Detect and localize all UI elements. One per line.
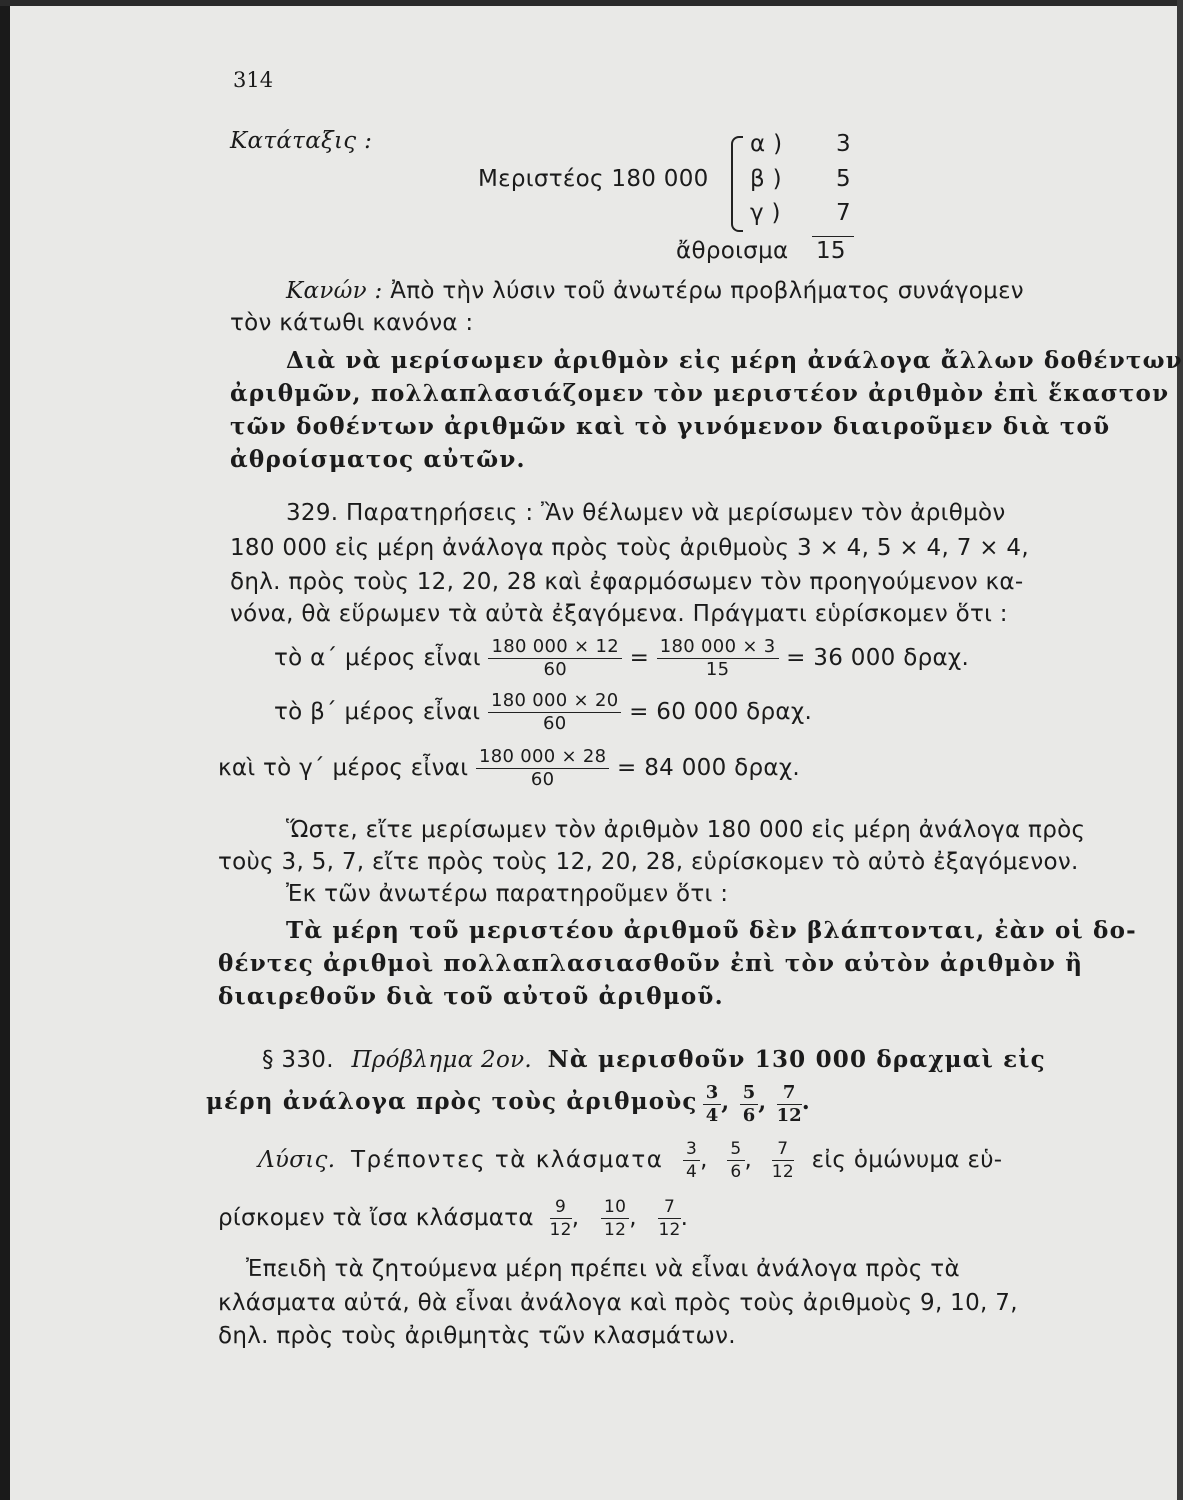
eq-b-result: = 60 000 δραχ. bbox=[629, 699, 813, 725]
s330-frac-3-num: 7 bbox=[777, 1082, 802, 1105]
eq-a-num-2: 180 000 × 3 bbox=[657, 636, 779, 659]
equation-b bbox=[274, 690, 812, 735]
solution-text-3: ρίσκομεν τὰ ἴσα κλάσματα bbox=[218, 1205, 534, 1231]
eq-c-label: καὶ τὸ γ΄ μέρος εἶναι bbox=[218, 755, 469, 781]
page-number: 314 bbox=[233, 68, 274, 92]
eq-frac-3-den: 12 bbox=[658, 1220, 681, 1240]
eq-frac-3-num: 7 bbox=[658, 1196, 680, 1219]
rule-bold-line-4: ἀθροίσματος αὐτῶν. bbox=[230, 446, 526, 473]
s330-frac-2-den: 6 bbox=[742, 1105, 756, 1126]
solution-text-1: Τρέποντες τὰ κλάσματα bbox=[350, 1147, 664, 1173]
eq-a-fraction-1 bbox=[488, 636, 621, 681]
sum-rule-line bbox=[812, 236, 854, 237]
rule-bold-line-2: ἀριθμῶν, πολλαπλασιάζομεν τὸν μεριστέον ἀριθμὸν ἐπὶ ἕκαστον bbox=[230, 380, 1170, 407]
rule-bold-line-3: τῶν δοθέντων ἀριθμῶν καὶ τὸ γινόμενον διαιροῦμεν διὰ τοῦ bbox=[230, 413, 1111, 440]
dividend-label: Μεριστέος 180 000 bbox=[478, 166, 709, 192]
final-line-3: δηλ. πρὸς τοὺς ἀριθμητὰς τῶν κλασμάτων. bbox=[218, 1323, 736, 1349]
eq-a-num-1: 180 000 × 12 bbox=[488, 636, 621, 659]
equal-fraction-3 bbox=[658, 1196, 680, 1241]
solution-fraction-2 bbox=[727, 1138, 744, 1183]
s330-number: § 330. bbox=[262, 1047, 334, 1073]
final-line-2: κλάσματα αὐτά, θὰ εἶναι ἀνάλογα καὶ πρὸς τοὺς ἀριθμοὺς 9, 10, 7, bbox=[218, 1290, 1018, 1316]
part-bracket bbox=[731, 136, 743, 232]
s329-bold-line-1: Τὰ μέρη τοῦ μεριστέου ἀριθμοῦ δὲν βλάπτονται, ἐὰν οἱ δο- bbox=[286, 917, 1137, 944]
classification-label: Κατάταξις : bbox=[230, 128, 373, 154]
s330-frac-2-num: 5 bbox=[740, 1082, 759, 1105]
solution-fraction-1 bbox=[683, 1138, 700, 1183]
rule-intro-line-2: τὸν κάτωθι κανόνα : bbox=[230, 310, 474, 336]
solution-fraction-3 bbox=[772, 1138, 794, 1183]
eq-frac-2-den: 12 bbox=[603, 1220, 627, 1240]
s330-fraction-1 bbox=[703, 1082, 722, 1127]
eq-a-den-1: 60 bbox=[543, 659, 567, 680]
s330-frac-1-den: 4 bbox=[705, 1105, 719, 1126]
eq-a-label: τὸ α΄ μέρος εἶναι bbox=[274, 645, 481, 671]
part-letter-a: α ) bbox=[750, 131, 783, 157]
scan-edge-right bbox=[1177, 0, 1183, 1500]
s329-line-2: 180 000 εἰς μέρη ἀνάλογα πρὸς τοὺς ἀριθμοὺς 3 × 4, 5 × 4, 7 × 4, bbox=[230, 535, 1029, 561]
sum-value: 15 bbox=[816, 238, 846, 264]
eq-b-num: 180 000 × 20 bbox=[488, 690, 621, 713]
eq-c-fraction bbox=[476, 746, 609, 791]
rule-bold-line-1: Διὰ νὰ μερίσωμεν ἀριθμὸν εἰς μέρη ἀνάλογα ἄλλων δοθέντων bbox=[286, 347, 1183, 374]
equation-a bbox=[274, 636, 969, 681]
equal-fraction-2 bbox=[601, 1196, 629, 1241]
sol-frac-1-num: 3 bbox=[683, 1138, 700, 1161]
eq-c-result: = 84 000 δραχ. bbox=[617, 755, 801, 781]
eq-b-fraction bbox=[488, 690, 621, 735]
solution-text-2: εἰς ὁμώνυμα εὑ- bbox=[811, 1147, 1003, 1173]
eq-c-num: 180 000 × 28 bbox=[476, 746, 609, 769]
eq-a-result: = 36 000 δραχ. bbox=[786, 645, 970, 671]
eq-a-fraction-2 bbox=[657, 636, 779, 681]
equal-fraction-1 bbox=[550, 1196, 572, 1241]
eq-b-label: τὸ β΄ μέρος εἶναι bbox=[274, 699, 481, 725]
rule-intro-line-1 bbox=[286, 278, 1024, 304]
s330-frac-1-num: 3 bbox=[703, 1082, 722, 1105]
sol-frac-3-den: 12 bbox=[771, 1162, 794, 1182]
eq-a-den-2: 15 bbox=[705, 659, 730, 680]
s329-line-3: δηλ. πρὸς τοὺς 12, 20, 28 καὶ ἐφαρμόσωμεν τὸν προηγούμενον κα- bbox=[230, 569, 1024, 595]
scan-edge-left bbox=[0, 0, 10, 1500]
eq-b-den: 60 bbox=[542, 713, 567, 734]
equation-c bbox=[218, 746, 800, 791]
final-line-1: Ἐπειδὴ τὰ ζητούμενα μέρη πρέπει νὰ εἶναι ἀνάλογα πρὸς τὰ bbox=[246, 1256, 960, 1282]
eq-frac-2-num: 10 bbox=[601, 1196, 629, 1219]
eq-c-den: 60 bbox=[530, 769, 555, 790]
part-value-b: 5 bbox=[836, 166, 851, 192]
s330-title: Πρόβλημα 2ον. bbox=[351, 1047, 532, 1073]
rule-label: Κανών : bbox=[286, 278, 383, 304]
sol-frac-3-num: 7 bbox=[772, 1138, 794, 1161]
s330-frac-3-den: 12 bbox=[776, 1105, 802, 1126]
s330-fraction-3 bbox=[777, 1082, 802, 1127]
sol-frac-1-den: 4 bbox=[686, 1162, 698, 1182]
s330-line-2: μέρη ἀνάλογα πρὸς τοὺς ἀριθμοὺς $\frac{3}{4}$ , $\frac{5}{6}$ , $\frac{7}{12}$ . bbox=[206, 1082, 811, 1126]
s330-bold-1: Νὰ μερισθοῦν 130 000 δραχμαὶ εἰς bbox=[547, 1046, 1046, 1073]
solution-label: Λύσις. bbox=[258, 1147, 336, 1173]
solution-line-2: ρίσκομεν τὰ ἴσα κλάσματα $\frac{9}{12}$ , $\frac{10}{12}$ , $\frac{7}{12}$ . bbox=[218, 1197, 689, 1240]
sum-label: ἄθροισμα bbox=[676, 238, 789, 264]
rule-intro-text: Ἀπὸ τὴν λύσιν τοῦ ἀνωτέρω προβλήματος συνάγομεν bbox=[390, 278, 1024, 304]
part-value-c: 7 bbox=[836, 200, 851, 226]
s329-conclusion-2: τοὺς 3, 5, 7, εἴτε πρὸς τοὺς 12, 20, 28, εὑρίσκομεν τὸ αὐτὸ ἐξαγόμενον. bbox=[218, 849, 1079, 875]
s329-conclusion-1: Ὥστε, εἴτε μερίσωμεν τὸν ἀριθμὸν 180 000 εἰς μέρη ἀνάλογα πρὸς bbox=[286, 817, 1086, 843]
s330-fraction-2 bbox=[740, 1082, 759, 1127]
eq-frac-1-den: 12 bbox=[549, 1220, 572, 1240]
s329-bold-line-2: θέντες ἀριθμοὶ πολλαπλασιασθοῦν ἐπὶ τὸν αὐτὸν ἀριθμὸν ἢ bbox=[218, 950, 1084, 977]
s329-line-1: 329. Παρατηρήσεις : Ἂν θέλωμεν νὰ μερίσωμεν τὸν ἀριθμὸν bbox=[286, 500, 1006, 526]
sol-frac-2-den: 6 bbox=[730, 1162, 742, 1182]
sol-frac-2-num: 5 bbox=[727, 1138, 744, 1161]
scan-edge-top bbox=[0, 0, 1183, 6]
eq-a-equals: = bbox=[629, 645, 650, 671]
s329-line-4: νόνα, θὰ εὕρωμεν τὰ αὐτὰ ἐξαγόμενα. Πράγματι εὑρίσκομεν ὅτι : bbox=[230, 601, 1008, 627]
s329-observe: Ἐκ τῶν ἀνωτέρω παρατηροῦμεν ὅτι : bbox=[286, 881, 729, 907]
part-letter-b: β ) bbox=[750, 166, 782, 192]
solution-line-1: Λύσις. Τρέποντες τὰ κλάσματα $\frac{3}{4}$ , $\frac{5}{6}$ , $\frac{7}{12}$ εἰς ὁμώνυμα εὑ- bbox=[258, 1139, 1003, 1182]
eq-frac-1-num: 9 bbox=[550, 1196, 572, 1219]
part-letter-c: γ ) bbox=[750, 200, 781, 226]
s330-bold-2: μέρη ἀνάλογα πρὸς τοὺς ἀριθμοὺς bbox=[206, 1088, 698, 1115]
part-value-a: 3 bbox=[836, 131, 851, 157]
s329-bold-line-3: διαιρεθοῦν διὰ τοῦ αὐτοῦ ἀριθμοῦ. bbox=[218, 983, 724, 1010]
s330-heading-line bbox=[262, 1046, 1046, 1073]
